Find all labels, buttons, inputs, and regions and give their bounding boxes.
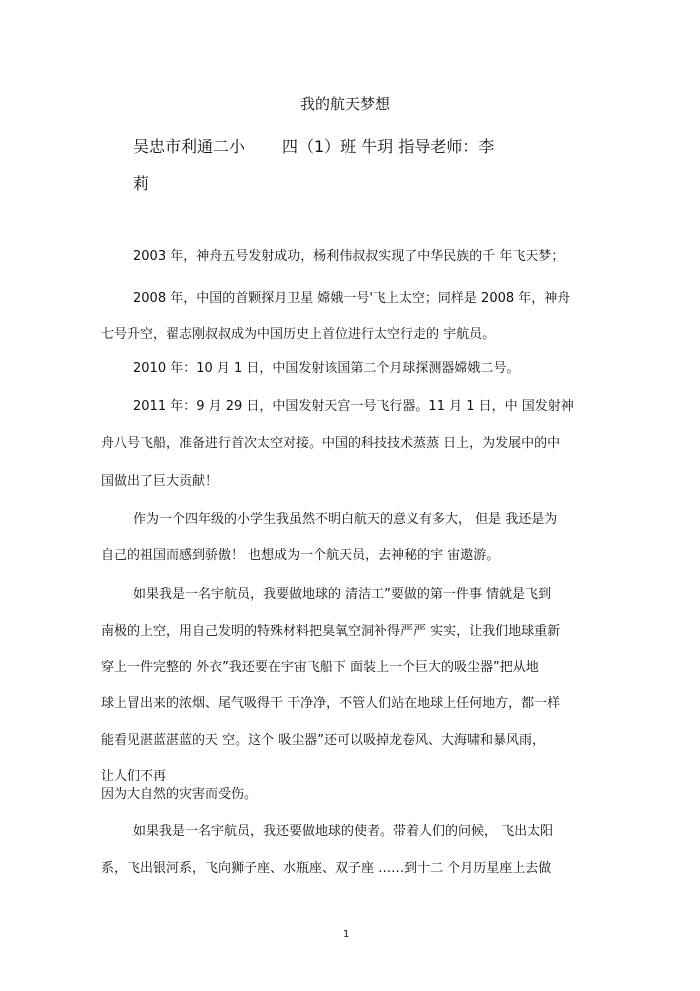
body-line: 南极的上空，用自己发明的特殊材料把臭氧空洞补得严严 实实，让我们地球重新 [101,624,561,639]
body-line: 七号升空，翟志刚叔叔成为中国历史上首位进行太空行走的 宇航员。 [101,327,496,342]
body-line: 能看见湛蓝湛蓝的天 空。这个 吸尘器”还可以吸掉龙卷风、大海啸和暴风雨， [101,733,545,748]
body-line: 因为大自然的灾害而受伤。 [101,787,258,802]
body-line: 如果我是一名宇航员，我还要做地球的使者。带着人们的问候， 飞出太阳 [133,824,554,839]
author-school: 吴忠市利通二小 [133,137,246,156]
body-line: 如果我是一名宇航员，我要做地球的 清洁工”要做的第一件事 情就是飞到 [133,587,551,602]
body-line: 2008 年，中国的首颗探月卫星 嫦娥一号'飞上太空；同样是 2008 年，神舟 [133,291,571,306]
body-line: 2003 年，神舟五号发射成功，杨利伟叔叔实现了中华民族的千 年飞天梦； [133,249,565,264]
body-line: 球上冒出来的浓烟、尾气吸得干 干净净，不管人们站在地球上任何地方，都一样 [101,696,561,711]
body-line: 舟八号飞船，准备进行首次太空对接。中国的科技技术蒸蒸 日上，为发展中的中 [101,436,561,451]
body-line: 2011 年：9 月 29 日，中国发射天宫一号飞行器。11 月 1 日，中 国发射神 [133,399,574,414]
body-line: 作为一个四年级的小学生我虽然不明白航天的意义有多大， 但是 我还是为 [133,512,558,527]
body-line: 2010 年：10 月 1 日，中国发射该国第二个月球探测器嫦娥二号。 [133,361,520,376]
author-class-teacher: 四（1）班 牛玥 指导老师：李 [282,137,495,156]
page-title: 我的航天梦想 [300,95,391,113]
body-line: 穿上一件完整的 外衣”我还要在宇宙飞船下 面装上一个巨大的吸尘器”把从地 [101,660,539,675]
author-teacher-continued: 莉 [133,174,150,193]
body-line: 系，飞出银河系，飞向狮子座、水瓶座、双子座 ……到十二 个月历星座上去做 [101,861,552,876]
page-number: 1 [343,929,350,940]
body-line: 国做出了巨大贡献！ [101,474,219,489]
body-line: 让人们不再 [101,769,167,784]
body-line: 自己的祖国而感到骄傲！ 也想成为一个航天员，去神秘的宇 宙遨游。 [101,548,500,563]
